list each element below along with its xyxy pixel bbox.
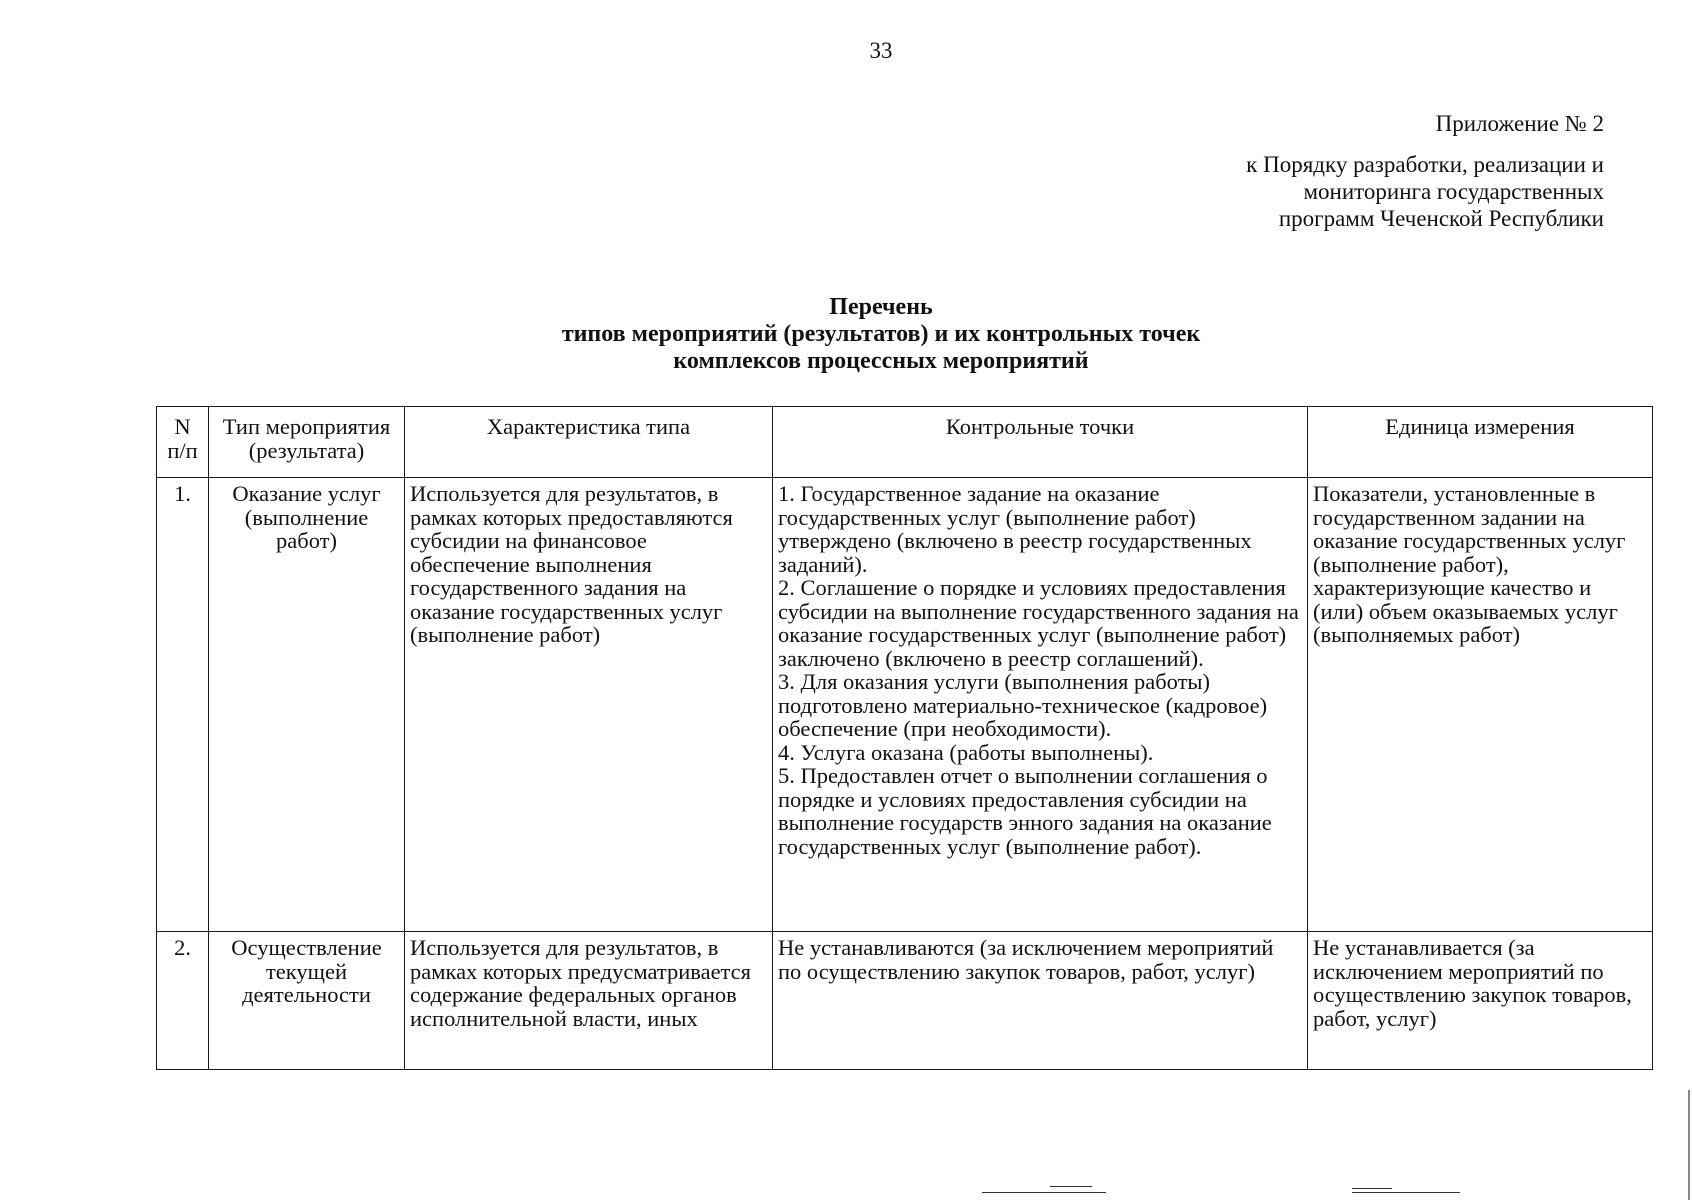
footer-rule: [1352, 1188, 1392, 1189]
page-number: 33: [869, 38, 893, 63]
row-characteristic: Используется для результатов, в рамках которых предоставляются субсидии на финансовое обеспечение выполнения государственного задания на оказание государственных услуг (выполнение работ): [405, 478, 773, 932]
scan-edge-line: [1688, 1090, 1690, 1200]
header-num: N п/п: [157, 407, 209, 478]
header-characteristic: Характеристика типа: [405, 407, 773, 478]
appendix-line: мониторинга государственных: [1303, 179, 1604, 204]
heading-line: Перечень: [829, 294, 933, 320]
row-unit: Показатели, установленные в государственном задании на оказание государственных услуг (выполнение работ), характеризующие качество и (или) объем оказываемых услуг (выполняемых работ): [1308, 478, 1653, 932]
appendix-line: программ Чеченской Республики: [1278, 206, 1604, 231]
checkpoint-item: 2. Соглашение о порядке и условиях предоставления субсидии на выполнение государственного задания на оказание государственных услуг (выполнение работ) заключено (включено в реестр соглашений).: [778, 575, 1299, 671]
checkpoint-item: 1. Государственное задание на оказание государственных услуг (выполнение работ) утверждено (включено в реестр государственных заданий).: [778, 481, 1252, 577]
heading-line: комплексов процессных мероприятий: [673, 348, 1089, 374]
heading-line: типов мероприятий (результатов) и их контрольных точек: [561, 321, 1201, 347]
row-type: Оказание услуг (выполнение работ): [209, 478, 405, 932]
table-row: [157, 932, 1653, 1070]
footer-rule-marks: [0, 1186, 1692, 1200]
row-checkpoints: Не устанавливаются (за исключением мероприятий по осуществлению закупок товаров, работ, услуг): [773, 932, 1308, 1070]
row-checkpoints: [773, 478, 1308, 932]
checkpoint-item: 4. Услуга оказана (работы выполнены).: [778, 739, 1154, 765]
table-row: [157, 478, 1653, 932]
row-type: Осуществление текущей деятельности: [209, 932, 405, 1070]
header-type: Тип мероприятия (результата): [209, 407, 405, 478]
row-characteristic: Используется для результатов, в рамках которых предусматривается содержание федеральных органов исполнительной власти, иных: [405, 932, 773, 1070]
footer-rule: [1050, 1186, 1092, 1187]
header-unit: Единица измерения: [1308, 407, 1653, 478]
header-checkpoints: Контрольные точки: [773, 407, 1308, 478]
row-number: 1.: [157, 478, 209, 932]
footer-rule: [982, 1192, 1106, 1193]
appendix-line: к Порядку разработки, реализации и: [1246, 152, 1604, 177]
checkpoint-item: 3. Для оказания услуги (выполнения работы) подготовлено материально-техническое (кадровое) обеспечение (при необходимости).: [778, 669, 1268, 741]
row-unit: Не устанавливается (за исключением мероприятий по осуществлению закупок товаров, работ, услуг): [1308, 932, 1653, 1070]
table-header-row: [157, 407, 1653, 478]
appendix-block: [1246, 110, 1604, 232]
row-number: 2.: [157, 932, 209, 1070]
footer-rule: [1352, 1192, 1460, 1193]
measures-table: [156, 406, 1653, 1070]
appendix-title: Приложение № 2: [1435, 111, 1604, 136]
checkpoint-item: 5. Предоставлен отчет о выполнении соглашения о порядке и условиях предоставления субсидии на выполнение государств энного задания на оказание государственных услуг (выполнение работ).: [778, 763, 1272, 859]
document-heading: [0, 294, 1692, 375]
